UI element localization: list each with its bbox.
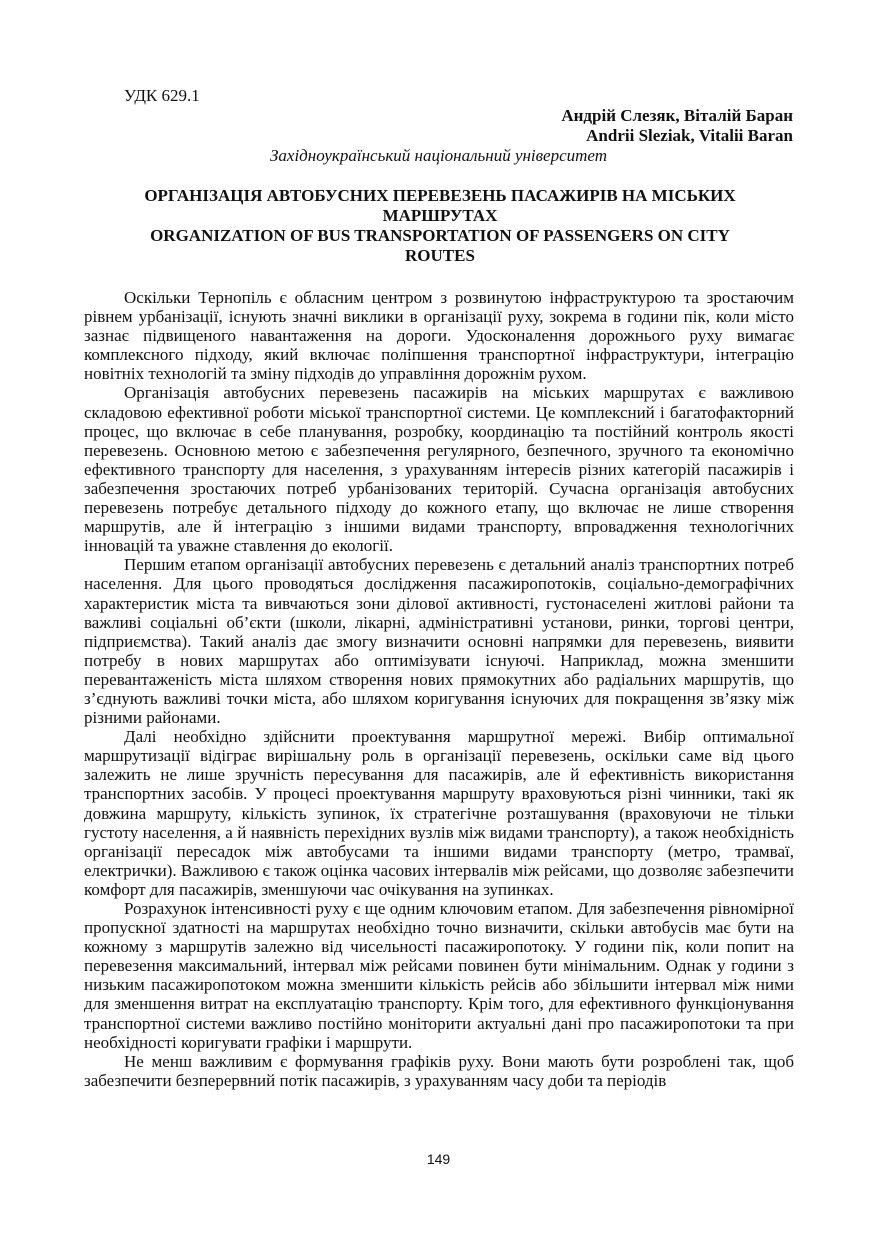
paper-title <box>130 186 750 266</box>
authors-ukrainian: Андрій Слезяк, Віталій Баран <box>561 106 793 125</box>
paragraph: Не менш важливим є формування графіків руху. Вони мають бути розроблені так, щоб забезпечити безперервний потік пасажирів, з урахуванням часу доби та періодів <box>84 1051 794 1090</box>
affiliation: Західноукраїнський національний університет <box>270 146 607 165</box>
authors-english: Andrii Sleziak, Vitalii Baran <box>586 126 793 145</box>
paragraph: Далі необхідно здійснити проектування маршрутної мережі. Вибір оптимальної маршрутизації відіграє вирішальну роль в організації перевезень, оскільки саме від цього залежить не лише зручність пересування для пасажирів, але й ефективність використання транспортних засобів. У процесі проектування маршруту враховуються різні чинники, такі як довжина маршруту, кількість зупинок, їх стратегічне розташування (враховуючи не тільки густоту населення, а й наявність перехідних вузлів між видами транспорту), а також необхідність організації пересадок між автобусами та іншими видами транспорту (метро, трамваї, електрички). Важливою є також оцінка часових інтервалів між рейсами, що дозволяє забезпечити комфорт для пасажирів, зменшуючи час очікування на зупинках. <box>84 727 794 899</box>
title-en-line-2: ROUTES <box>405 246 475 265</box>
title-en-line-1: ORGANIZATION OF BUS TRANSPORTATION OF PASSENGERS ON CITY <box>150 226 730 245</box>
body-text <box>84 288 794 1090</box>
title-uk-line-1: ОРГАНІЗАЦІЯ АВТОБУСНИХ ПЕРЕВЕЗЕНЬ ПАСАЖИРІВ НА МІСЬКИХ <box>144 186 736 205</box>
udk-code: УДК 629.1 <box>124 86 200 105</box>
page-number: 149 <box>426 1151 451 1167</box>
title-uk-line-2: МАРШРУТАХ <box>382 206 498 225</box>
paragraph: Розрахунок інтенсивності руху є ще одним ключовим етапом. Для забезпечення рівномірної пропускної здатності на маршрутах необхідно точно визначити, скільки автобусів має бути на кожному з маршрутів залежно від чисельності пасажиропотоку. У години пік, коли попит на перевезення максимальний, інтервал між рейсами повинен бути мінімальним. Однак у години з низьким пасажиропотоком можна зменшити кількість рейсів або збільшити інтервал між ними для зменшення витрат на експлуатацію транспорту. Крім того, для ефективного функціонування транспортної системи важливо постійно моніторити актуальні дані про пасажиропотоки та при необхідності коригувати графіки і маршрути. <box>84 899 794 1052</box>
paragraph: Оскільки Тернопіль є обласним центром з розвинутою інфраструктурою та зростаючим рівнем урбанізації, існують значні виклики в організації руху, зокрема в години пік, коли місто зазнає підвищеного навантаження на дороги. Удосконалення дорожнього руху вимагає комплексного підходу, який включає поліпшення транспортної інфраструктури, інтеграцію новітніх технологій та зміну підходів до управління дорожнім рухом. <box>84 288 794 384</box>
paragraph: Першим етапом організації автобусних перевезень є детальний аналіз транспортних потреб населення. Для цього проводяться дослідження пасажиропотоків, соціально-демографічних характеристик міста та вивчаються зони ділової активності, густонаселені житлові райони та важливі соціальні об’єкти (школи, лікарні, адміністративні установи, ринки, торгові центри, підприємства). Такий аналіз дає змогу визначити основні напрямки для перевезень, виявити потребу в нових маршрутах або оптимізувати існуючі. Наприклад, можна зменшити перевантаженість міста шляхом створення нових прямокутних або радіальних маршрутів, що з’єднують важливі точки міста, або шляхом коригування існуючих для покращення зв’язку між різними районами. <box>84 555 794 728</box>
paragraph: Організація автобусних перевезень пасажирів на міських маршрутах є важливою складовою ефективної роботи міської транспортної системи. Це комплексний і багатофакторний процес, що включає в себе планування, розробку, координацію та постійний контроль якості перевезень. Основною метою є забезпечення регулярного, безпечного, зручного та економічно ефективного транспорту для населення, з урахуванням інтересів різних категорій пасажирів і забезпечення зростаючих потреб урбанізованих територій. Сучасна організація автобусних перевезень потребує детального підходу до кожного етапу, що включає не лише створення маршрутів, але й інтеграцію з іншими видами транспорту, впровадження технологічних інновацій та уважне ставлення до екології. <box>84 383 794 556</box>
